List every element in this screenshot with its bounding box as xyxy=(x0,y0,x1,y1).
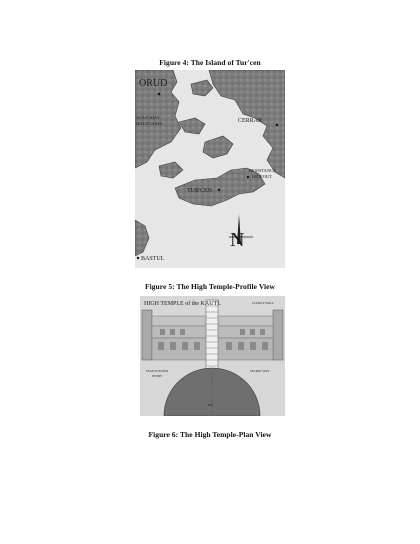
temple-profile-svg xyxy=(140,296,285,416)
figure-5-caption: Figure 5: The High Temple-Profile View xyxy=(144,282,276,291)
cerrar-marker xyxy=(276,124,278,126)
statue-room-label: STATUE ROOM xyxy=(146,369,168,373)
northwest-label-line-1: GOLD KDA xyxy=(136,115,160,120)
resistance-label-line-2: HIDEOUT xyxy=(252,174,272,179)
central-staircase xyxy=(206,300,218,372)
bastul-label: BASTUL xyxy=(141,256,165,262)
right-tower xyxy=(273,310,283,360)
entry-label: ENTRY xyxy=(152,374,163,378)
compass-north-letter: N xyxy=(230,229,245,251)
orud-label: ORUD xyxy=(139,78,168,89)
temple-title: HIGH TEMPLE of the KAUTL xyxy=(144,301,221,307)
island-map-svg xyxy=(135,70,285,268)
clergy-hall-label: CLERGY HALL xyxy=(252,301,274,305)
left-tower xyxy=(142,310,152,360)
orud-marker xyxy=(158,93,161,96)
island-map-figure xyxy=(135,70,285,268)
northwest-label-line-2: HOUNTAINS xyxy=(136,121,162,126)
pit-label: PIT xyxy=(208,403,214,407)
figure-4-caption: Figure 4: The Island of Tur'cen xyxy=(159,58,261,67)
resistance-label-line-1: RESISTANCE xyxy=(249,168,276,173)
temple-profile-figure xyxy=(140,296,285,416)
secret-way-label: SECRET WAY xyxy=(250,369,270,373)
turcen-label: TUR'CEN xyxy=(187,188,213,194)
resistance-marker xyxy=(247,176,249,178)
turcen-marker xyxy=(218,189,220,191)
bastul-marker xyxy=(137,257,139,259)
cerrar-label: CERRAR xyxy=(238,118,263,124)
figure-6-caption: Figure 6: The High Temple-Plan View xyxy=(148,430,272,439)
